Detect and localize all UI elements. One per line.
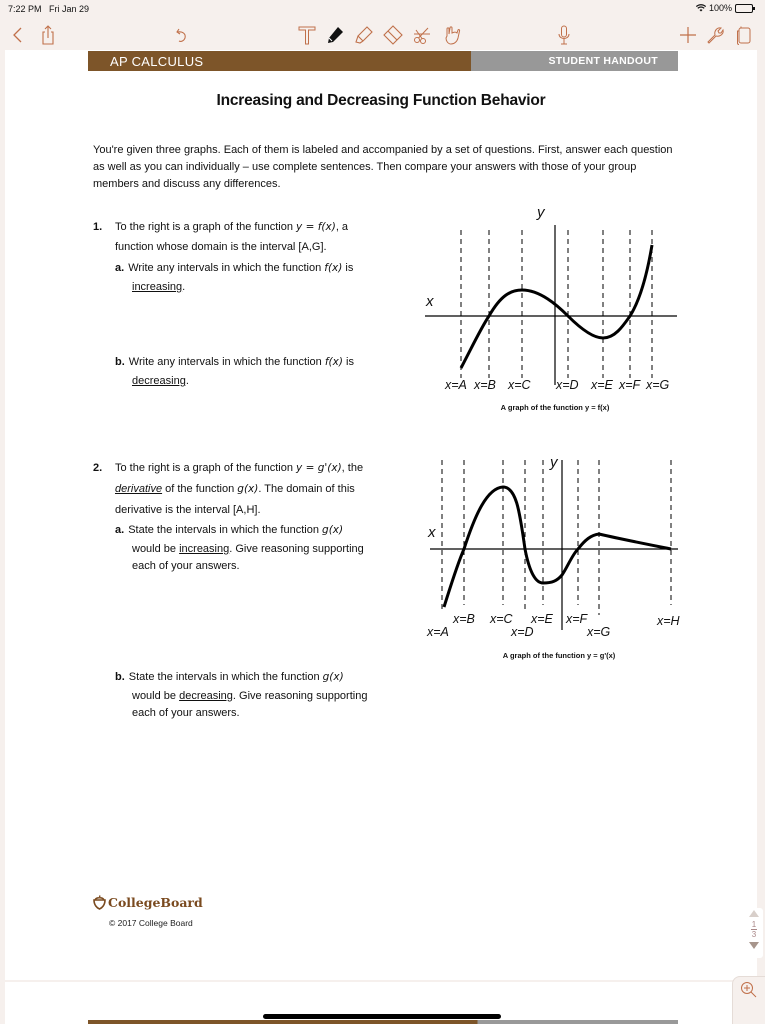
intro-paragraph: You're given three graphs. Each of them is labeled and accompanied by a set of questions. First, answer each question as well as you can individually – use complete sentences. Then compare your answers with those of your group members and discuss any differences.: [93, 144, 673, 190]
undo-button[interactable]: [170, 22, 194, 48]
handout-header: [88, 51, 678, 71]
battery-icon: [735, 4, 753, 13]
graph-f-y-label: y: [537, 204, 545, 221]
graph-f-caption: A graph of the function y = f(x): [500, 403, 610, 412]
graph-f-x-label: x: [426, 293, 434, 310]
pen-tool-button[interactable]: [323, 22, 347, 48]
pages-button[interactable]: [732, 22, 756, 48]
question-1b: b. Write any intervals in which the function f(x) is decreasing.: [115, 356, 354, 387]
question-2a: a. State the intervals in which the function g(x) would be increasing. Give reasoning supporting each of your answers.: [115, 524, 364, 572]
add-button[interactable]: [676, 22, 700, 48]
microphone-icon: [553, 24, 575, 46]
lasso-scissors-icon: [411, 24, 433, 46]
question-1a: a. Write any intervals in which the function f(x) is increasing.: [115, 262, 354, 293]
page-down-icon[interactable]: [749, 942, 759, 949]
page-2-header-bar: [88, 1020, 678, 1024]
graph-f: [415, 220, 685, 390]
question-2: 2. To the right is a graph of the function y = g'(x), the derivative of the function g(x). The domain of this derivative is the interval [A,H].: [93, 462, 364, 516]
page-navigator[interactable]: [745, 908, 763, 958]
share-icon: [37, 24, 59, 46]
document-page: AP CALCULUS STUDENT HANDOUT Increasing and Decreasing Function Behavior You're given three graphs. Each of them is labeled and accompanied by a set of questions. First, answer each question as well as you can individually – use complete sentences. Then compare your answers with those of your group members and discuss any differences. 1. To the right is a graph of the function y = f(x), a function whose domain is the interval [A,G]. a. Write any intervals in which the function f(x) is increasing. b. Write any intervals in which the function f(x) is decreasing. x y x=A x=B x=C x=D x=E x=F x=G A graph of the function y = f(x) 2. To the right is a graph of the function y = g'(x), the derivative of the function g(x). The domain of this derivative is the interval [A,H]. a. State the intervals in which the function g(x) would be increasing. Give reasoning supporting each of your answers. b. State the intervals in which the function g(x) would be decreasing. Give reasoning supporting each of your answers. x y x=A x=B x=C x=D x=E x=F x=G x=H A graph of the function y = g'(x) CollegeBoard © 2017 College Board: [5, 50, 757, 980]
eraser-icon: [382, 24, 404, 46]
text-tool-button[interactable]: [295, 22, 319, 48]
hand-tool-button[interactable]: [440, 22, 464, 48]
page-title: Increasing and Decreasing Function Behavior: [216, 92, 546, 109]
home-indicator[interactable]: [263, 1014, 501, 1019]
course-label: AP CALCULUS: [88, 51, 471, 71]
back-icon: [7, 24, 29, 46]
tools-button[interactable]: [703, 22, 727, 48]
eraser-tool-button[interactable]: [381, 22, 405, 48]
battery-percent: 100%: [708, 3, 732, 13]
copyright: © 2017 College Board: [109, 918, 193, 928]
highlighter-icon: [353, 24, 375, 46]
wrench-icon: [704, 24, 726, 46]
graph-g-caption: A graph of the function y = g'(x): [502, 651, 616, 660]
add-icon: [677, 24, 699, 46]
highlighter-tool-button[interactable]: [352, 22, 376, 48]
pen-tool-icon: [324, 24, 346, 46]
lasso-tool-button[interactable]: [410, 22, 434, 48]
hand-icon: [441, 24, 463, 46]
status-right: [696, 3, 753, 13]
page-up-icon[interactable]: [749, 910, 759, 917]
question-2b: b. State the intervals in which the function g(x) would be decreasing. Give reasoning supporting each of your answers.: [115, 671, 368, 719]
status-time: 7:22 PM Fri Jan 29: [8, 4, 90, 14]
pages-icon: [733, 24, 755, 46]
undo-icon: [171, 24, 193, 46]
zoom-in-icon: [740, 981, 758, 999]
handout-label: STUDENT HANDOUT: [471, 51, 678, 71]
status-bar: [0, 0, 765, 18]
question-1: 1. To the right is a graph of the function y = f(x), a function whose domain is the interval [A,G].: [93, 221, 349, 253]
text-tool-icon: [296, 24, 318, 46]
graph-g-prime: [415, 455, 690, 635]
share-button[interactable]: [36, 22, 60, 48]
acorn-icon: [93, 895, 106, 910]
zoom-button[interactable]: [732, 976, 765, 1024]
graph-g-x-label: x: [428, 524, 436, 541]
graph-g-y-label: y: [550, 454, 558, 471]
wifi-icon: [696, 4, 706, 12]
back-button[interactable]: [6, 22, 30, 48]
collegeboard-logo: CollegeBoard: [93, 895, 203, 910]
total-pages: 3: [751, 930, 757, 939]
toolbar: [0, 18, 765, 52]
current-page: 1: [751, 920, 757, 929]
microphone-button[interactable]: [552, 22, 576, 48]
